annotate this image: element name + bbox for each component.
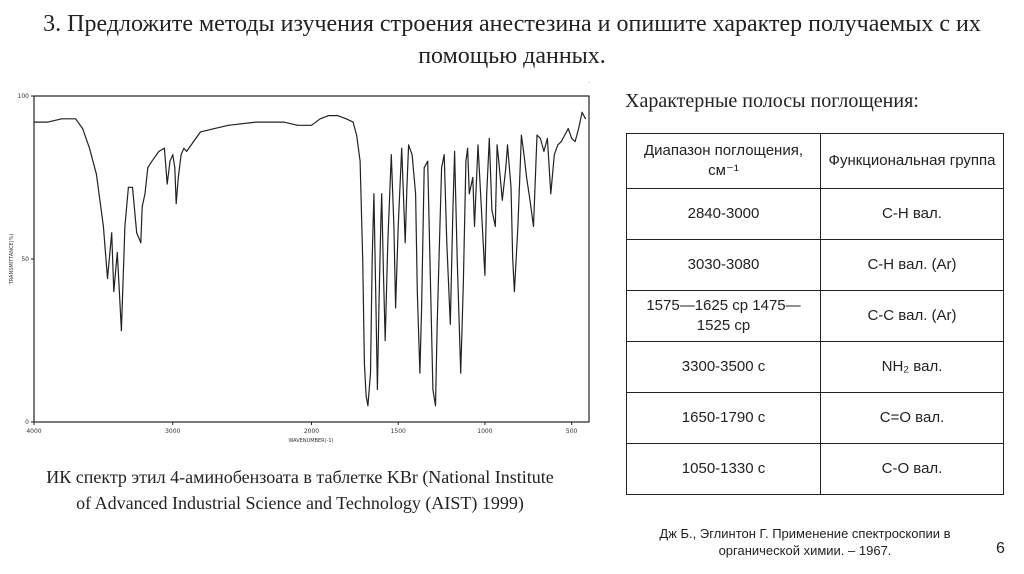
data-point [145, 193, 146, 194]
page-number: 6 [996, 540, 1005, 557]
y-tick-label: 50 [21, 256, 29, 263]
series-points [34, 82, 590, 406]
data-point [521, 135, 522, 136]
data-point [311, 125, 312, 126]
data-point [424, 167, 425, 168]
x-tick-label: 1500 [390, 428, 406, 435]
data-point [380, 219, 381, 220]
data-point [124, 226, 125, 227]
data-point [514, 291, 515, 292]
data-point [132, 187, 133, 188]
data-point [568, 128, 569, 129]
range-cell: 3030-3080 [627, 240, 821, 291]
data-point [172, 154, 173, 155]
data-point [480, 193, 481, 194]
data-point [561, 141, 562, 142]
data-point [181, 154, 182, 155]
data-point [497, 144, 498, 145]
data-point [469, 193, 470, 194]
data-point [505, 167, 506, 168]
y-tick-label: 100 [17, 93, 29, 100]
table-row [627, 444, 1004, 495]
data-point [128, 187, 129, 188]
data-point [47, 122, 48, 123]
data-point [547, 138, 548, 139]
x-tick-label: 4000 [26, 428, 42, 435]
data-point [526, 177, 527, 178]
data-point [517, 226, 518, 227]
data-point [419, 373, 420, 374]
data-point [408, 144, 409, 145]
data-point [61, 118, 62, 119]
data-point [366, 395, 367, 396]
group-cell: С-С вал. (Ar) [821, 291, 1004, 342]
header-group: Функциональная группа [821, 134, 1004, 189]
y-tick-label: 0 [25, 419, 29, 426]
data-point [417, 291, 418, 292]
data-point [582, 112, 583, 113]
group-cell: С-Н вал. [821, 189, 1004, 240]
group-cell: С=О вал. [821, 393, 1004, 444]
data-point [512, 259, 513, 260]
data-point [111, 232, 112, 233]
data-point [383, 275, 384, 276]
data-point [406, 187, 407, 188]
table-heading: Характерные полосы поглощения: [625, 90, 919, 112]
table-row [627, 240, 1004, 291]
data-point [495, 226, 496, 227]
group-cell: С-Н вал. (Ar) [821, 240, 1004, 291]
data-point [405, 242, 406, 243]
data-point [320, 118, 321, 119]
data-point [571, 138, 572, 139]
ir-spectrum-chart [0, 82, 600, 462]
data-point [398, 226, 399, 227]
data-point [337, 115, 338, 116]
data-point [427, 161, 428, 162]
spectrum-caption: ИК спектр этил 4-аминобензоата в таблетке KBr (National Institute of Advanced Industrial Science and Technology (AIST) 1999) [46, 467, 554, 513]
data-point [444, 154, 445, 155]
absorption-bands-table [626, 133, 1004, 495]
data-point [283, 122, 284, 123]
header-range: Диапазон поглощения, см⁻¹ [627, 134, 821, 189]
data-point [441, 167, 442, 168]
data-point [89, 148, 90, 149]
data-point [437, 324, 438, 325]
data-point [214, 128, 215, 129]
data-point [478, 144, 479, 145]
data-point [395, 307, 396, 308]
data-point [346, 118, 347, 119]
data-point [186, 151, 187, 152]
data-point [472, 177, 473, 178]
data-point [82, 128, 83, 129]
slide-title: 3. Предложите методы изучения строения анестезина и опишите характер получаемых с их помощью данных. [43, 11, 981, 69]
data-point [228, 125, 229, 126]
data-point [403, 193, 404, 194]
data-point [474, 226, 475, 227]
data-point [507, 144, 508, 145]
data-point [121, 330, 122, 331]
data-point [457, 259, 458, 260]
data-point [439, 259, 440, 260]
data-point [393, 226, 394, 227]
table-row [627, 342, 1004, 393]
data-point [174, 167, 175, 168]
data-point [589, 82, 590, 83]
data-point [524, 154, 525, 155]
table-row [627, 189, 1004, 240]
data-point [103, 226, 104, 227]
data-point [489, 138, 490, 139]
data-point [498, 161, 499, 162]
data-point [381, 193, 382, 194]
data-point [540, 138, 541, 139]
range-cell: 2840-3000 [627, 189, 821, 240]
data-point [379, 298, 380, 299]
data-point [364, 363, 365, 364]
x-axis-label: WAVENUMBER(-1) [288, 438, 334, 444]
data-point [564, 135, 565, 136]
data-point [170, 161, 171, 162]
data-point [183, 148, 184, 149]
data-point [435, 405, 436, 406]
range-cell: 1650-1790 с [627, 393, 821, 444]
data-point [367, 405, 368, 406]
series-line [34, 112, 586, 405]
data-point [34, 122, 35, 123]
table-header-row [627, 134, 1004, 189]
table-row [627, 393, 1004, 444]
data-point [362, 259, 363, 260]
data-point [511, 187, 512, 188]
data-point [142, 206, 143, 207]
data-point [297, 125, 298, 126]
data-point [140, 242, 141, 243]
data-point [578, 128, 579, 129]
data-point [415, 193, 416, 194]
data-point [356, 135, 357, 136]
data-point [575, 141, 576, 142]
data-point [360, 161, 361, 162]
data-point [373, 193, 374, 194]
data-point [113, 291, 114, 292]
data-point [446, 242, 447, 243]
data-point [430, 275, 431, 276]
data-point [385, 340, 386, 341]
data-point [537, 135, 538, 136]
range-cell: 3300-3500 с [627, 342, 821, 393]
data-point [164, 148, 165, 149]
x-tick-label: 2000 [303, 428, 320, 435]
data-point [178, 177, 179, 178]
data-point [117, 252, 118, 253]
data-point [167, 184, 168, 185]
data-point [533, 226, 534, 227]
data-point [450, 324, 451, 325]
data-point [502, 200, 503, 201]
range-cell: 1050-1330 с [627, 444, 821, 495]
data-point [107, 278, 108, 279]
literature-reference: Дж Б., Эглинтон Г. Применение спектроскопии в органической химии. – 1967. [659, 526, 951, 558]
data-point [465, 161, 466, 162]
data-point [491, 210, 492, 211]
table-row [627, 291, 1004, 342]
data-point [375, 291, 376, 292]
data-point [550, 193, 551, 194]
data-point [486, 193, 487, 194]
data-point [200, 131, 201, 132]
data-point [370, 373, 371, 374]
data-point [136, 232, 137, 233]
x-tick-label: 500 [565, 428, 578, 435]
group-cell: С-О вал. [821, 444, 1004, 495]
data-point [151, 161, 152, 162]
x-tick-label: 1000 [477, 428, 493, 435]
data-point [158, 151, 159, 152]
data-point [484, 275, 485, 276]
data-point [401, 148, 402, 149]
data-point [75, 118, 76, 119]
data-point [412, 154, 413, 155]
data-point [467, 148, 468, 149]
data-point [530, 200, 531, 201]
data-point [463, 285, 464, 286]
data-point [543, 151, 544, 152]
data-point [432, 389, 433, 390]
data-point [387, 242, 388, 243]
data-point [328, 115, 329, 116]
x-axis-ticks [26, 422, 577, 435]
group-cell: NH₂ вал. [821, 342, 1004, 393]
data-point [460, 373, 461, 374]
data-point [554, 154, 555, 155]
data-point [147, 167, 148, 168]
data-point [353, 122, 354, 123]
data-point [96, 174, 97, 175]
data-point [176, 203, 177, 204]
data-point [391, 154, 392, 155]
data-point [256, 122, 257, 123]
data-point [372, 259, 373, 260]
y-axis-label: TRANSMITTANCE(%) [9, 233, 15, 285]
data-point [421, 307, 422, 308]
data-point [585, 118, 586, 119]
x-tick-label: 3000 [165, 428, 181, 435]
data-point [452, 210, 453, 211]
data-point [377, 389, 378, 390]
range-cell: 1575—1625 ср 1475—1525 ср [627, 291, 821, 342]
data-point [557, 144, 558, 145]
data-point [454, 151, 455, 152]
y-axis-ticks [18, 93, 34, 426]
